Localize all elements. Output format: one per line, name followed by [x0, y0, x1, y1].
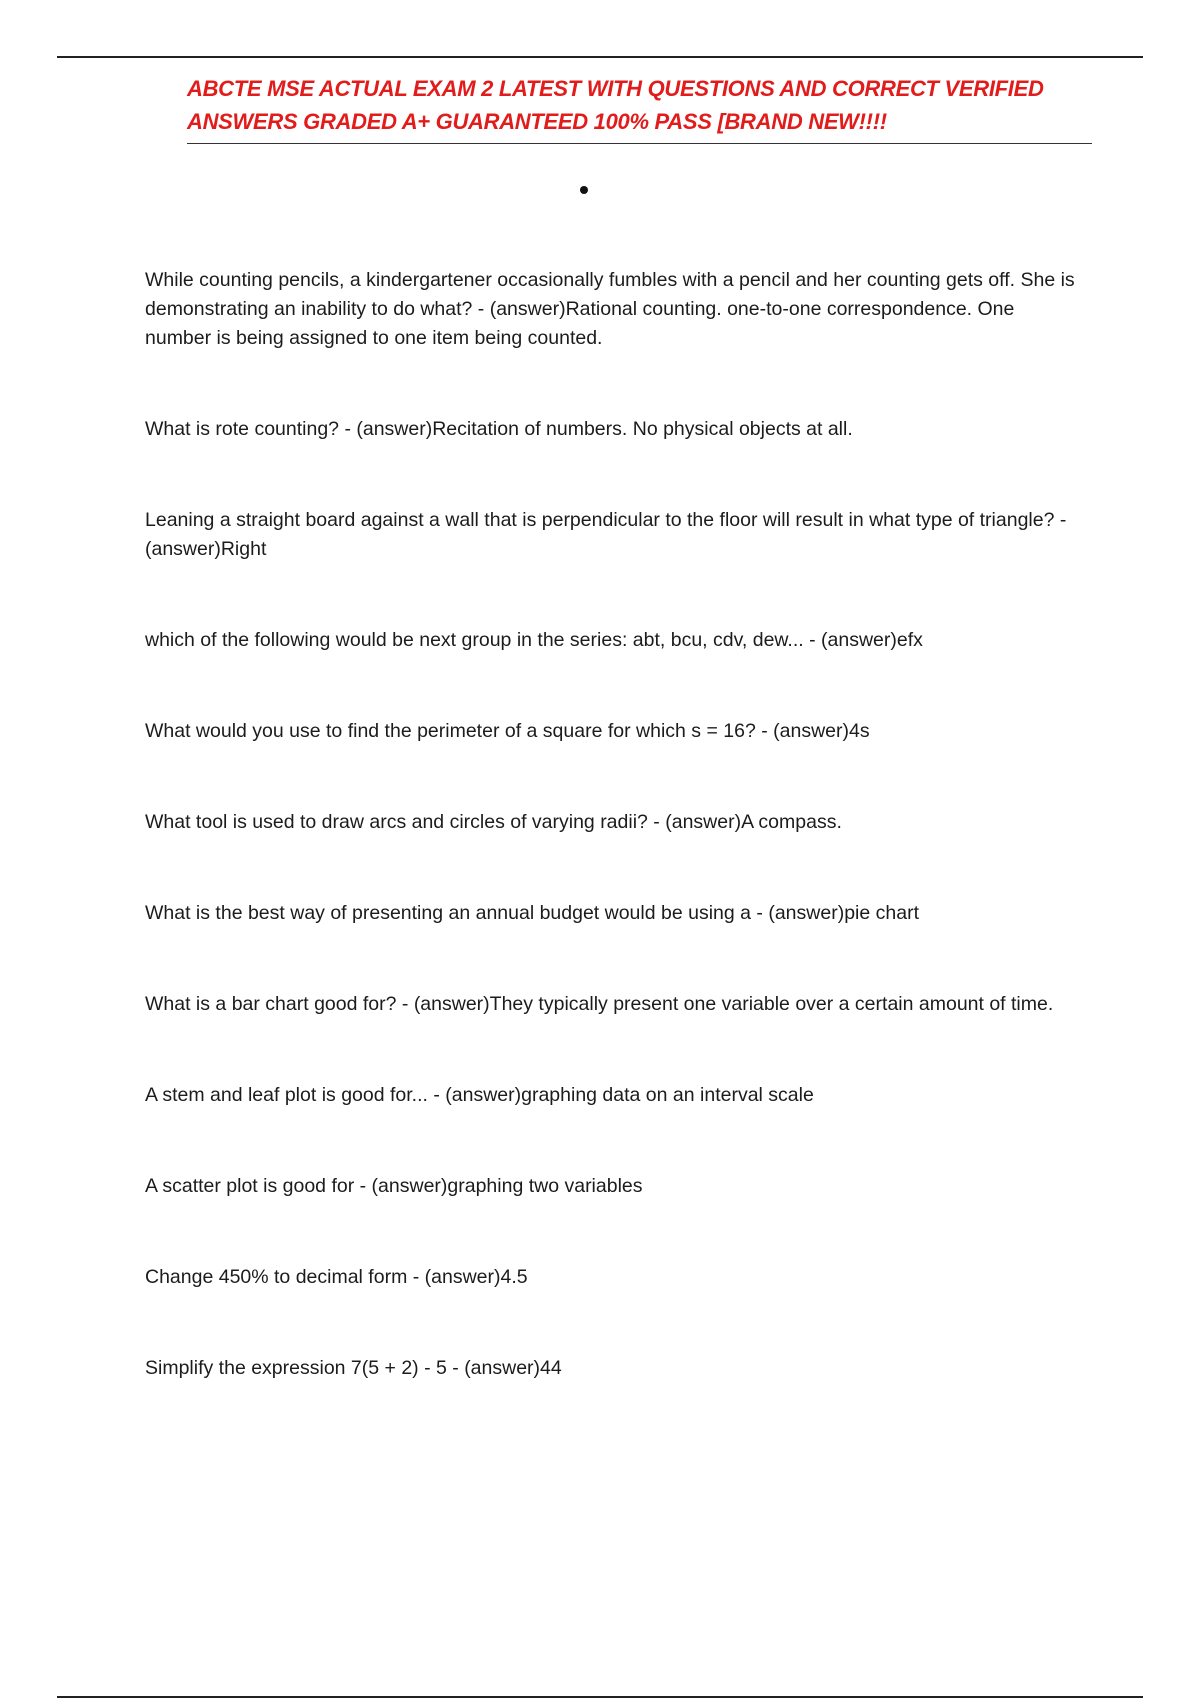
qa-item [145, 506, 1085, 564]
question-text: What tool is used to draw arcs and circles of varying radii? [145, 811, 648, 833]
question-text: What is a bar chart good for? [145, 993, 397, 1015]
question-text: While counting pencils, a kindergartener occasionally fumbles with a pencil and her counting gets off. She is demonstrating an inability to do what? [145, 269, 1075, 320]
qa-item [145, 626, 1085, 655]
answer-text: (answer)graphing data on an interval scale [445, 1084, 814, 1106]
answer-text: (answer)They typically present one variable over a certain amount of time. [413, 993, 1054, 1015]
question-text: Simplify the expression 7(5 + 2) - 5 [145, 1357, 447, 1379]
answer-text: (answer)4.5 [424, 1266, 528, 1288]
question-text: A stem and leaf plot is good for... [145, 1084, 428, 1106]
answer-text: (answer)Right [145, 538, 267, 560]
qa-separator: - [446, 1357, 465, 1379]
answer-text: (answer)44 [464, 1357, 562, 1379]
qa-item [145, 990, 1085, 1019]
qa-item [145, 415, 1085, 444]
page-bottom-rule [57, 1696, 1143, 1698]
qa-separator: - [407, 1266, 425, 1288]
qa-item [145, 266, 1085, 353]
question-text: A scatter plot is good for [145, 1175, 355, 1197]
page-top-rule [57, 56, 1143, 58]
qa-item [145, 717, 1085, 746]
document-title [187, 72, 1092, 138]
qa-separator: - [339, 418, 357, 440]
title-line-2: ANSWERS GRADED A+ GUARANTEED 100% PASS [BRAND NEW!!!! [187, 109, 887, 134]
qa-item [145, 1081, 1085, 1110]
bullet-marker [580, 186, 588, 194]
qa-separator: - [396, 993, 414, 1015]
qa-separator: - [647, 811, 666, 833]
question-text: What would you use to find the perimeter of a square for which s = 16? [145, 720, 756, 742]
answer-text: (answer)efx [821, 629, 923, 651]
title-underline [187, 143, 1092, 144]
qa-separator: - [354, 1175, 372, 1197]
answer-text: (answer)pie chart [768, 902, 919, 924]
question-text: What is the best way of presenting an annual budget would be using a [145, 902, 751, 924]
answer-text: (answer)graphing two variables [371, 1175, 643, 1197]
question-text: Change 450% to decimal form [145, 1266, 408, 1288]
qa-separator: - [751, 902, 769, 924]
question-text: which of the following would be next group in the series: abt, bcu, cdv, dew... [145, 629, 804, 651]
answer-text: (answer)Recitation of numbers. No physical objects at all. [356, 418, 853, 440]
qa-item [145, 1354, 1085, 1383]
qa-item [145, 899, 1085, 928]
question-text: What is rote counting? [145, 418, 340, 440]
qa-separator: - [472, 298, 490, 320]
qa-separator: - [755, 720, 774, 742]
qa-list [145, 266, 1085, 1445]
qa-separator: - [1054, 509, 1067, 531]
title-line-1: ABCTE MSE ACTUAL EXAM 2 LATEST WITH QUESTIONS AND CORRECT VERIFIED [187, 76, 1044, 101]
answer-text: (answer)4s [773, 720, 870, 742]
answer-text: (answer)Rational counting. one-to-one correspondence. One number is being assigned to one item being counted. [145, 298, 1015, 349]
qa-item [145, 808, 1085, 837]
answer-text: (answer)A compass. [665, 811, 842, 833]
document-header [187, 72, 1092, 144]
qa-item [145, 1172, 1085, 1201]
qa-separator: - [803, 629, 822, 651]
qa-item [145, 1263, 1085, 1292]
question-text: Leaning a straight board against a wall that is perpendicular to the floor will result in what type of triangle? [145, 509, 1055, 531]
qa-separator: - [427, 1084, 446, 1106]
